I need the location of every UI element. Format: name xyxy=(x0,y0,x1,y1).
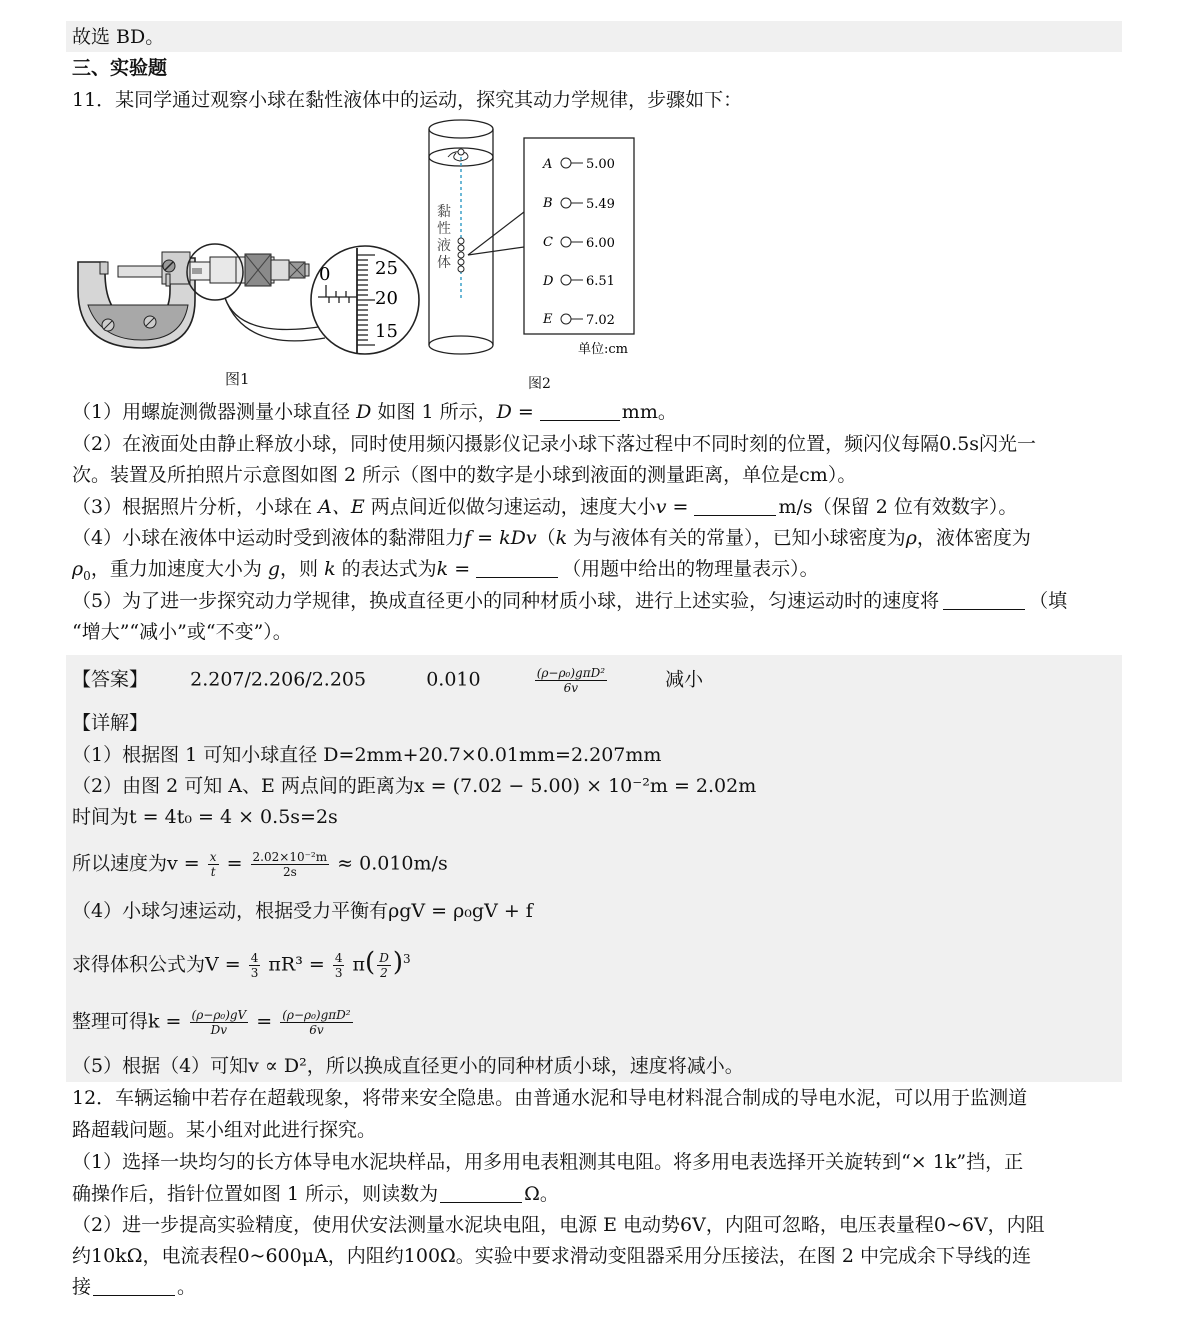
svg-text:5.49: 5.49 xyxy=(586,197,615,212)
svg-text:体: 体 xyxy=(437,255,451,271)
answer-row xyxy=(72,666,703,695)
svg-text:20: 20 xyxy=(375,288,398,309)
figure-1-caption: 图1 xyxy=(225,370,250,388)
q12-line7: 接 。 xyxy=(72,1276,197,1298)
q12-line3: （1）选择一块均匀的长方体导电水泥块样品，用多用电表粗测其电阻。将多用电表选择开关旋转到“× 1k”挡，正 xyxy=(72,1151,1024,1173)
svg-text:25: 25 xyxy=(375,258,398,279)
prev-answer: 故选 BD。 xyxy=(72,26,165,48)
svg-text:5.00: 5.00 xyxy=(586,157,615,172)
answer-blank-5[interactable] xyxy=(943,589,1025,610)
explanation-step5: （4）小球匀速运动，根据受力平衡有ρgV = ρ₀gV + f xyxy=(72,900,533,922)
explanation-step1: （1）根据图 1 可知小球直径 D=2mm+20.7×0.01mm=2.207mm xyxy=(72,744,662,766)
q11-part4-line1: （4）小球在液体中运动时受到液体的黏滞阻力f = kDv（k 为与液体有关的常量），已知小球密度为ρ，液体密度为 xyxy=(72,527,1031,549)
answer-blank-4[interactable] xyxy=(476,557,558,578)
q11-stem: 11．某同学通过观察小球在黏性液体中的运动，探究其动力学规律，步骤如下： xyxy=(72,89,743,111)
svg-text:D: D xyxy=(543,274,554,289)
svg-text:黏: 黏 xyxy=(437,204,451,220)
q12-line4: 确操作后，指针位置如图 1 所示，则读数为 Ω。 xyxy=(72,1183,559,1205)
answer-blank-q12-2[interactable] xyxy=(93,1275,175,1296)
q11-part1: （1）用螺旋测微器测量小球直径 D 如图 1 所示，D = mm。 xyxy=(72,401,677,423)
answer-blank-1[interactable] xyxy=(540,400,620,421)
explanation-step4: 所以速度为v = $\frac{x}{t}$ = $\frac{\text{2.02×10⁻²m}}{2s}$ ≈ 0.010m/s xyxy=(72,850,448,879)
q11-part5-line2: “增大”“减小”或“不变”）。 xyxy=(72,621,292,643)
figure-2-caption: 图2 xyxy=(528,376,551,392)
answer-blank-3[interactable] xyxy=(694,495,776,516)
q12-line5: （2）进一步提高实验精度，使用伏安法测量水泥块电阻，电源 E 电动势6V，内阻可忽略，电压表量程0~6V，内阻 xyxy=(72,1214,1045,1236)
svg-text:6.51: 6.51 xyxy=(586,274,615,289)
answer-4: 减小 xyxy=(665,668,704,691)
svg-text:性: 性 xyxy=(437,221,451,237)
q12-line6: 约10kΩ，电流表程0~600μA，内阻约100Ω。实验中要求滑动变阻器采用分压接法，在图 2 中完成余下导线的连 xyxy=(72,1245,1031,1267)
explanation-step8: （5）根据（4）可知v ∝ D²，所以换成直径更小的同种材质小球，速度将减小。 xyxy=(72,1055,744,1077)
explanation-step3: 时间为t = 4t₀ = 4 × 0.5s=2s xyxy=(72,806,338,828)
svg-text:15: 15 xyxy=(375,321,398,342)
figure-1-micrometer xyxy=(70,230,420,365)
q12-line1: 12．车辆运输中若存在超载现象，将带来安全隐患。由普通水泥和导电材料混合制成的导电水泥，可以用于监测道 xyxy=(72,1087,1028,1109)
q11-part5-line1: （5）为了进一步探究动力学规律，换成直径更小的同种材质小球，进行上述实验，匀速运动时的速度将 （填 xyxy=(72,590,1068,612)
svg-text:7.02: 7.02 xyxy=(586,313,615,328)
answer-1: 2.207/2.206/2.205 xyxy=(190,668,367,691)
answer-2: 0.010 xyxy=(426,668,481,691)
q12-line2: 路超载问题。某小组对此进行探究。 xyxy=(72,1119,377,1141)
prev-answer-band xyxy=(66,21,1122,52)
q11-part2-line1: （2）在液面处由静止释放小球，同时使用频闪摄影仪记录小球下落过程中不同时刻的位置，频闪仪每隔0.5s闪光一 xyxy=(72,433,1037,455)
svg-text:C: C xyxy=(543,235,553,250)
explanation-step2: （2）由图 2 可知 A、E 两点间的距离为x = (7.02 − 5.00) × 10⁻²m = 2.02m xyxy=(72,775,757,797)
svg-text:6.00: 6.00 xyxy=(586,236,615,251)
unit-label: 单位:cm xyxy=(578,342,628,357)
q11-part4-line2: $\rho_0$，重力加速度大小为 g，则 k 的表达式为k = （用题中给出的物理量表示）。 xyxy=(72,558,819,583)
explanation-step7: 整理可得k = $\frac{\text{(ρ−ρ₀)gV}}{Dv}$ = $\frac{\text{(ρ−ρ₀)gπD²}}{6v}$ xyxy=(72,1008,351,1037)
svg-text:A: A xyxy=(543,157,553,172)
explanation-label: 【详解】 xyxy=(72,712,149,734)
sleeve-zero-label: 0 xyxy=(319,264,331,285)
svg-text:B: B xyxy=(543,196,553,211)
q11-part2-line2: 次。装置及所拍照片示意图如图 2 所示（图中的数字是小球到液面的测量距离，单位是cm）。 xyxy=(72,464,857,486)
answer-label: 【答案】 xyxy=(72,668,149,691)
svg-text:E: E xyxy=(543,312,553,327)
explanation-step6: 求得体积公式为V = $\frac{4}{3}$ πR³ = $\frac{4}{3}$ π( $\frac{D}{2}$ )$^3$ xyxy=(72,947,411,980)
q11-part3: （3）根据照片分析，小球在 A、E 两点间近似做匀速运动，速度大小v = m/s（保留 2 位有效数字）。 xyxy=(72,496,1018,518)
figure-2-cylinder xyxy=(420,115,650,370)
answer-3-formula: $\frac{\text{(ρ−ρ₀)gπD²}}{6v}$ xyxy=(536,666,606,695)
answer-blank-q12-1[interactable] xyxy=(440,1182,522,1203)
svg-text:液: 液 xyxy=(437,238,451,254)
section-title: 三、实验题 xyxy=(72,57,168,79)
